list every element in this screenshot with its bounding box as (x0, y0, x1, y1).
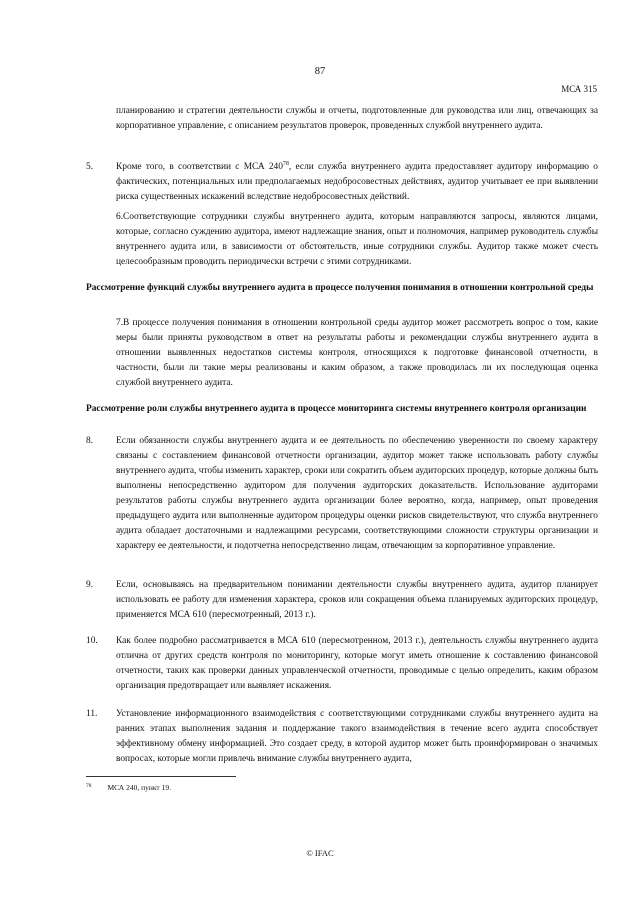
paragraph-9: Если, основываясь на предварительном понимании деятельности службы внутреннего аудита, аудитор планирует использовать ее работу для изменения характера, сроков или сокращения объема планируемых аудиторских процедур, применяется МСА 610 (пересмотренный, 2013 г.). (116, 580, 598, 620)
footnote-mark: 78 (86, 783, 92, 789)
footnote (86, 783, 171, 792)
footnote-text: МСА 240, пункт 19. (107, 783, 171, 792)
paragraph-7: 7.В процессе получения понимания в отношении контрольной среды аудитор может рассмотреть вопрос о том, какие меры были приняты руководством в ответ на результаты работы и рекомендации службы внутреннего аудита в отношении выявленных недостатков системы контроля, относящихся к подготовке финансовой отчетности, в частности, были ли такие меры реализованы и каким образом, а также проводилась ли их последующая оценка службой внутреннего аудита. (116, 318, 598, 388)
paragraph-11: Установление информационного взаимодействия с соответствующими сотрудниками службы внутреннего аудита на ранних этапах выполнения задания и поддержание такого взаимодействия в течение всего аудита способствует эффективному обмену информацией. Это создает среду, в которой аудитор может быть проинформирован о значимых вопросах, которые могли привлечь внимание службы внутреннего аудита, (116, 709, 598, 764)
standard-code: МСА 315 (561, 84, 597, 94)
paragraph-10-number: 10. (86, 636, 98, 646)
paragraph-5-text-b: , если служба внутреннего аудита предоставляет аудитору информацию о фактических, потенциальных или предполагаемых недобросовестных действиях, аудитор учитывает ее при выявлении риска существенных искажений вследствие недобросовестных действий. (116, 162, 598, 202)
paragraph-8-number: 8. (86, 436, 94, 446)
section-heading-control-environment: Рассмотрение функций службы внутреннего аудита в процессе получения понимания в отношении контрольной среды (86, 283, 594, 293)
section-heading-monitoring: Рассмотрение роли службы внутреннего аудита в процессе мониторинга системы внутреннего контроля организации (86, 404, 587, 414)
paragraph-10: Как более подробно рассматривается в МСА 610 (пересмотренном, 2013 г.), деятельность службы внутреннего аудита отлична от других средств контроля по мониторингу, которые могут иметь отношение к составлению финансовой отчетности, таких как проверки данных управленческой отчетности, проводимые с целью определить, каким образом организация предотвращает или выявляет искажения. (116, 636, 598, 691)
paragraph-continuation: планированию и стратегии деятельности службы и отчеты, подготовленные для руководства или лиц, отвечающих за корпоративное управление, с описанием результатов проверок, проведенных службой внутреннего аудита. (116, 106, 598, 131)
paragraph-11-number: 11. (86, 709, 98, 719)
paragraph-6: 6.Соответствующие сотрудники службы внутреннего аудита, которым направляются запросы, являются лицами, которые, согласно суждению аудитора, имеют надлежащие знания, опыт и полномочия, например руководитель службы внутреннего аудита или, в зависимости от обстоятельств, иные сотрудники службы. Аудитор также может счесть целесообразным проводить периодически встречи с этими сотрудниками. (116, 212, 598, 267)
paragraph-5-text-a: Кроме того, в соответствии с МСА 240 (116, 162, 283, 172)
paragraph-5-number: 5. (86, 162, 94, 172)
footnote-divider (86, 776, 236, 777)
paragraph-9-number: 9. (86, 580, 94, 590)
paragraph-5 (116, 160, 598, 205)
paragraph-8: Если обязанности службы внутреннего аудита и ее деятельность по обеспечению уверенности по своему характеру связаны с составлением финансовой отчетности организации, аудитор может также использовать работу службы внутреннего аудита, чтобы изменить характер, сроки или сократить объем аудиторских процедур, которые должны быть выполнены непосредственно аудитором для получения аудиторских доказательств. Использование аудиторами результатов работы службы внутреннего аудита организации более вероятно, когда, например, опыт проведения предыдущего аудита или выполненные аудитором процедуры оценки рисков свидетельствуют, что служба внутреннего аудита обладает достаточными и надлежащими ресурсами, соответствующими сложности структуры организации и характеру ее деятельности, и подотчетна непосредственно лицам, отвечающим за корпоративное управление. (116, 436, 598, 551)
page-number: 87 (314, 66, 326, 77)
copyright-footer: © IFAC (306, 848, 334, 858)
footnote-reference: 78 (282, 160, 289, 167)
